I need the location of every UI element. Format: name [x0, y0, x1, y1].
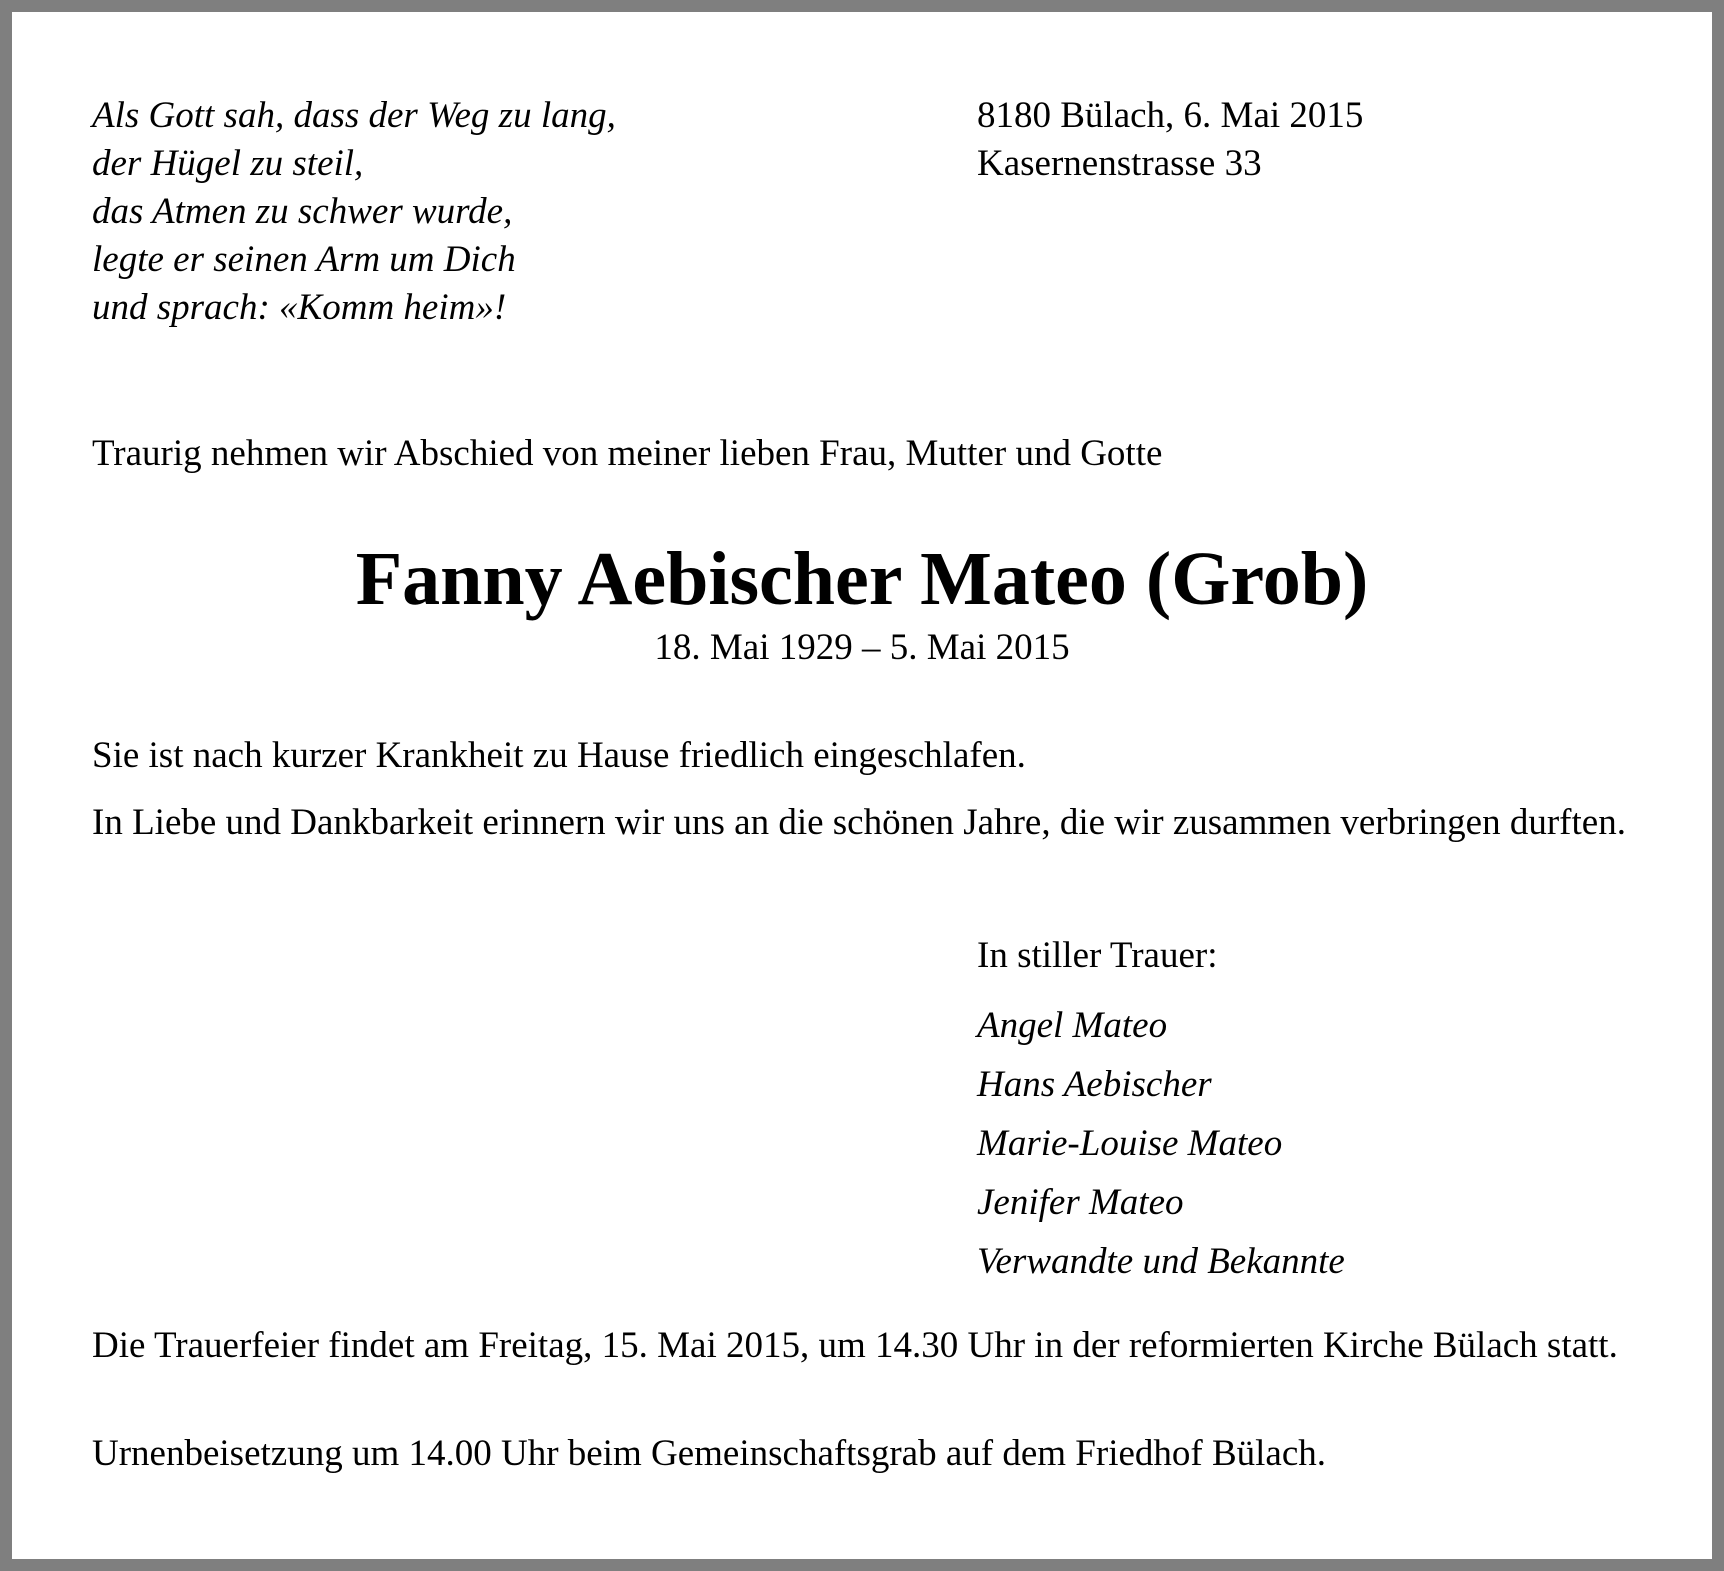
street-address: Kasernenstrasse 33: [977, 143, 1262, 184]
poem: [92, 92, 616, 332]
mourning-heading: In stiller Trauer:: [977, 935, 1218, 976]
mourner-name: Verwandte und Bekannte: [977, 1241, 1345, 1282]
mourner-list: [977, 1002, 1345, 1297]
obituary-page: [12, 12, 1712, 1559]
mourner-name: Marie-Louise Mateo: [977, 1123, 1283, 1164]
poem-line: und sprach: «Komm heim»!: [92, 287, 507, 328]
paragraph-urn-burial: Urnenbeisetzung um 14.00 Uhr beim Gemeinschaftsgrab auf dem Friedhof Bülach.: [92, 1433, 1327, 1474]
poem-line: Als Gott sah, dass der Weg zu lang,: [92, 95, 616, 136]
poem-line: der Hügel zu steil,: [92, 143, 364, 184]
mourner-name: Angel Mateo: [977, 1005, 1168, 1046]
deceased-name: Fanny Aebischer Mateo (Grob): [355, 537, 1369, 621]
mourner-name: Hans Aebischer: [977, 1064, 1212, 1105]
place-and-address: [977, 92, 1363, 188]
mourner-name: Jenifer Mateo: [977, 1182, 1184, 1223]
paragraph-passing: Sie ist nach kurzer Krankheit zu Hause friedlich eingeschlafen.: [92, 735, 1026, 776]
poem-line: das Atmen zu schwer wurde,: [92, 191, 513, 232]
life-dates: 18. Mai 1929 – 5. Mai 2015: [654, 627, 1070, 668]
intro-text: Traurig nehmen wir Abschied von meiner lieben Frau, Mutter und Gotte: [92, 433, 1163, 474]
poem-line: legte er seinen Arm um Dich: [92, 239, 516, 280]
paragraph-funeral-service: Die Trauerfeier findet am Freitag, 15. Mai 2015, um 14.30 Uhr in der reformierten Kirche Bülach statt.: [92, 1325, 1618, 1366]
place-date: 8180 Bülach, 6. Mai 2015: [977, 95, 1364, 136]
paragraph-gratitude: In Liebe und Dankbarkeit erinnern wir uns an die schönen Jahre, die wir zusammen verbringen durften.: [92, 802, 1626, 843]
